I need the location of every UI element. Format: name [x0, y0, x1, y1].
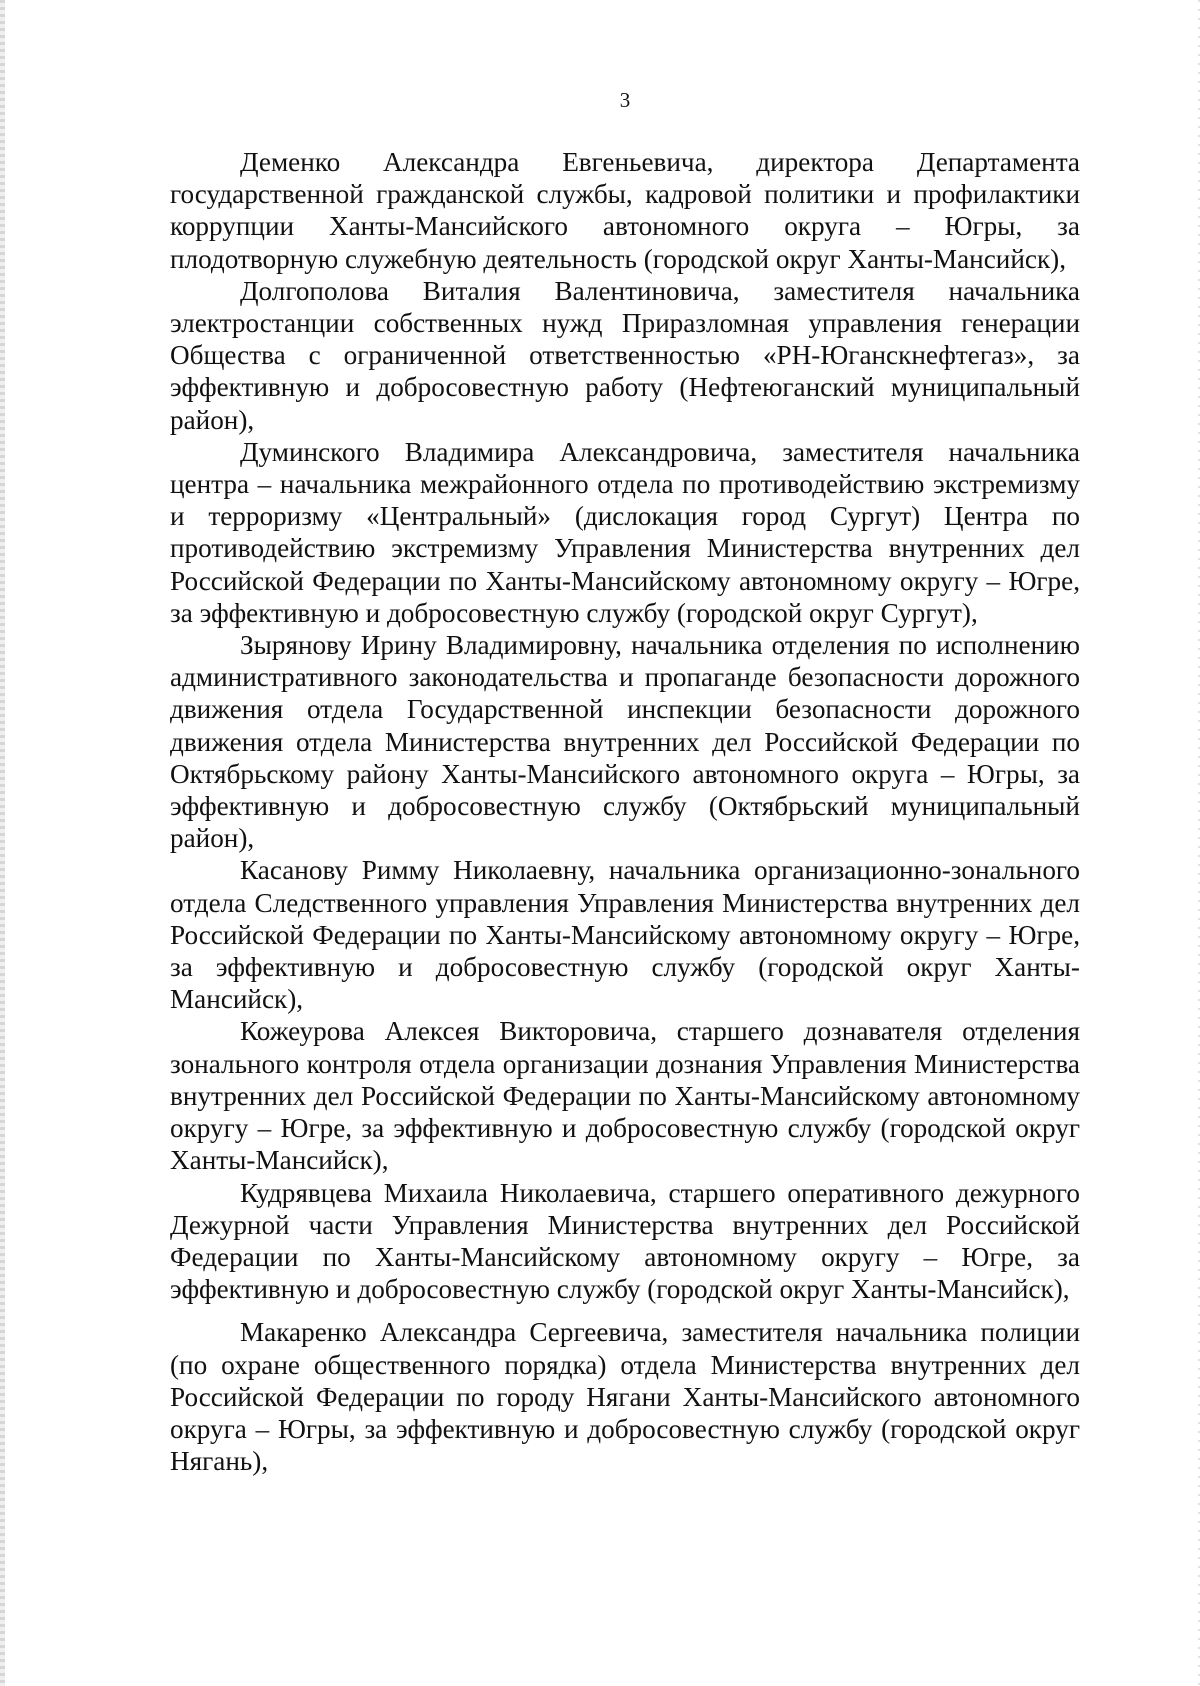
paragraph-kudryavtsev: Кудрявцева Михаила Николаевича, старшего оперативного дежурного Дежурной части Управления Министерства внутренних дел Российской Федерации по Ханты-Мансийскому автономному округу – Югре, за эффективную и добросовестную службу (городской округ Ханты-Мансийск),: [170, 1177, 1080, 1305]
scan-edge: [0, 0, 5, 1686]
paragraph-zyryanova: Зырянову Ирину Владимировну, начальника отделения по исполнению административного законодательства и пропаганде безопасности дорожного движения отдела Государственной инспекции безопасности дорожного движения отдела Министерства внутренних дел Российской Федерации по Октябрьскому району Ханты-Мансийского автономного округа – Югры, за эффективную и добросовестную службу (Октябрьский муниципальный район),: [170, 630, 1080, 854]
paragraph-duminsky: Думинского Владимира Александровича, заместителя начальника центра – начальника межрайонного отдела по противодействию экстремизму и терроризму «Центральный» (дислокация город Сургут) Центра по противодействию экстремизму Управления Министерства внутренних дел Российской Федерации по Ханты-Мансийскому автономному округу – Югре, за эффективную и добросовестную службу (городской округ Сургут),: [170, 436, 1080, 628]
page-number: 3: [619, 88, 631, 112]
paragraph-demenko: Деменко Александра Евгеньевича, директора Департамента государственной гражданской службы, кадровой политики и профилактики коррупции Ханты-Мансийского автономного округа – Югры, за плодотворную служебную деятельность (городской округ Ханты-Мансийск),: [170, 147, 1080, 274]
paragraph-makarenko: Макаренко Александра Сергеевича, заместителя начальника полиции (по охране общественного порядка) отдела Министерства внутренних дел Российской Федерации по городу Нягани Ханты-Мансийского автономного округа – Югры, за эффективную и добросовестную службу (городской округ Нягань),: [170, 1317, 1080, 1477]
paragraph-kasanova: Касанову Римму Николаевну, начальника организационно-зонального отдела Следственного управления Управления Министерства внутренних дел Российской Федерации по Ханты-Мансийскому автономному округу – Югре, за эффективную и добросовестную службу (городской округ Ханты-Мансийск),: [170, 855, 1080, 1015]
paragraph-dolgopolov: Долгополова Виталия Валентиновича, заместителя начальника электростанции собственных нужд Приразломная управления генерации Общества с ограниченной ответственностью «РН-Юганскнефтегаз», за эффективную и добросовестную работу (Нефтеюганский муниципальный район),: [170, 275, 1080, 435]
paragraph-kozheurov: Кожеурова Алексея Викторовича, старшего дознавателя отделения зонального контроля отдела организации дознания Управления Министерства внутренних дел Российской Федерации по Ханты-Мансийскому автономному округу – Югре, за эффективную и добросовестную службу (городской округ Ханты-Мансийск),: [170, 1016, 1080, 1176]
document-body: [170, 146, 1080, 1477]
